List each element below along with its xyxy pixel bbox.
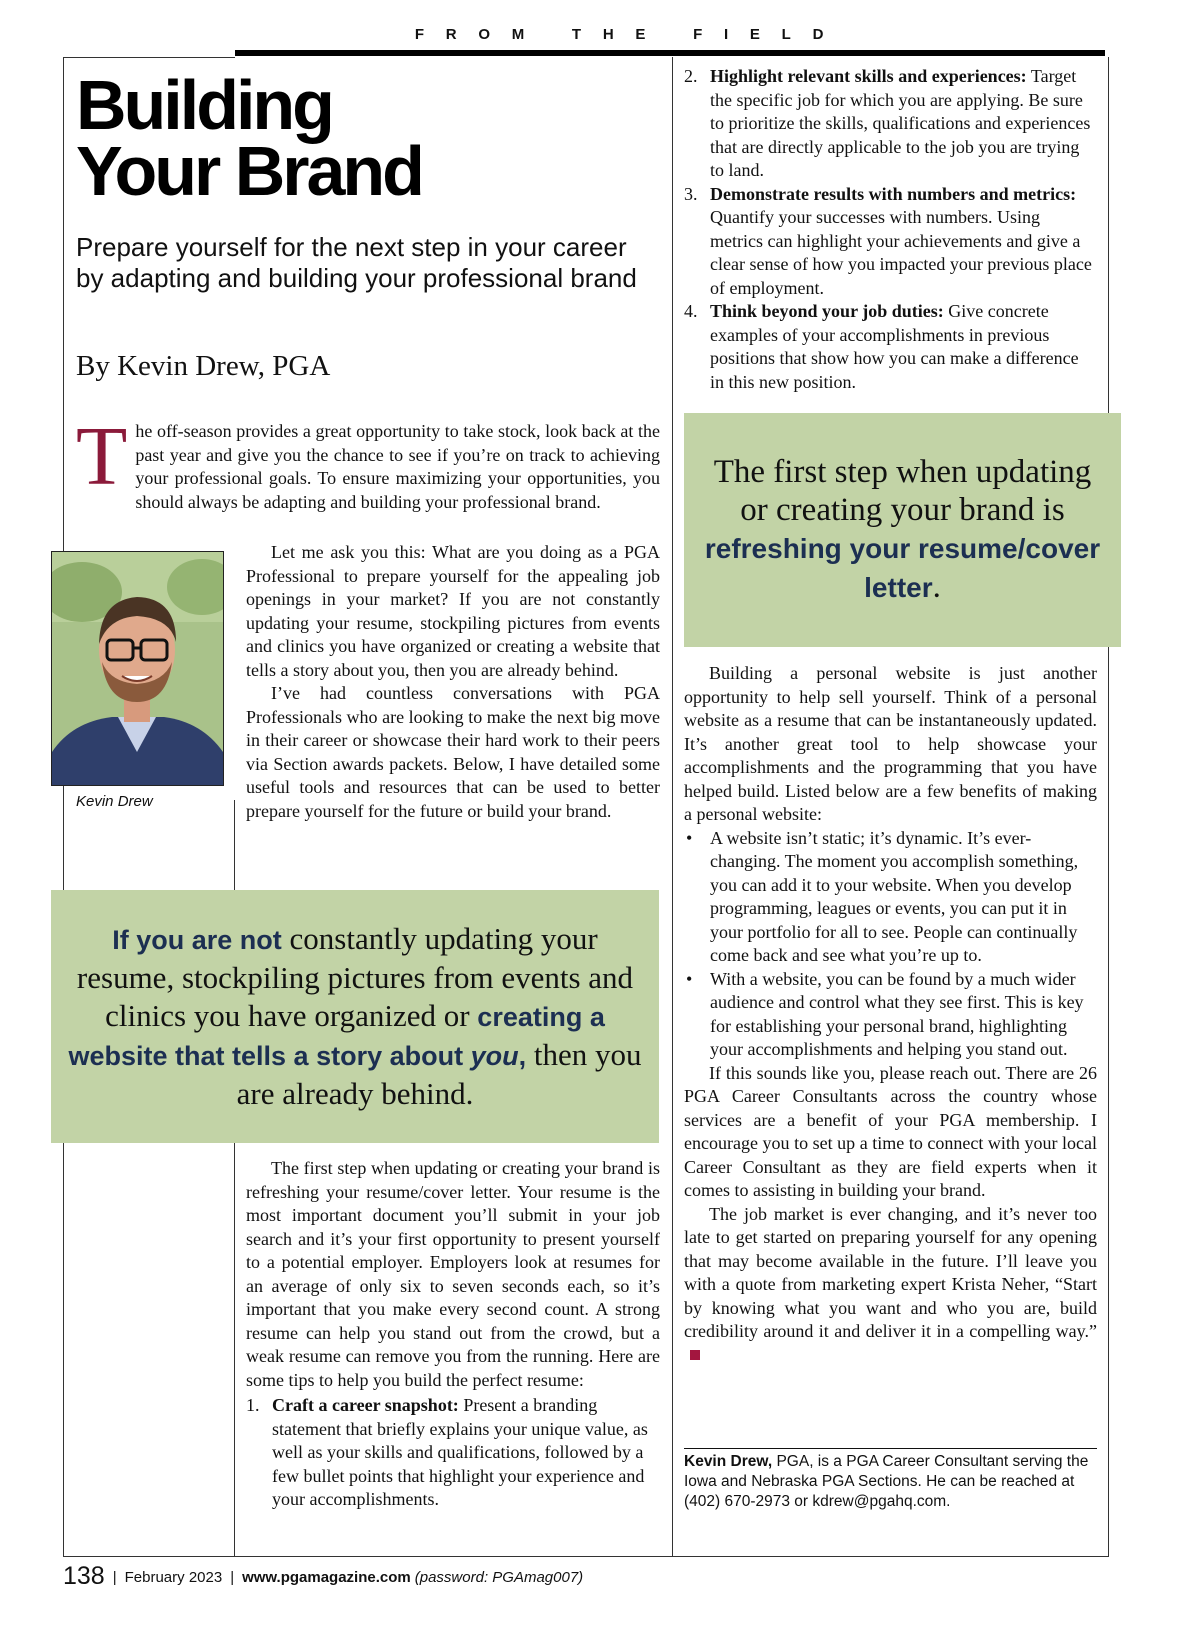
column-b	[246, 1157, 660, 1512]
tip-item: 1. Craft a career snapshot: Present a branding statement that briefly explains your unique value, as well as your skills and qualifications, followed by a few bullet points that highlight your experience and your accomplishments.	[246, 1395, 648, 1509]
column-right	[684, 662, 1097, 1367]
benefit-item: • With a website, you can be found by a much wider audience and control what they see first. This is key for establishing your personal brand, highlighting your accomplishments and helping you stand out.	[686, 968, 1084, 1059]
benefits-list	[684, 827, 1097, 1062]
column-divider-center	[672, 57, 673, 1557]
pullquote-1-bold-1: If you are not	[112, 925, 282, 955]
author-photo	[51, 551, 224, 786]
frame-right-line	[1108, 57, 1109, 1557]
bullet-icon: •	[686, 968, 693, 989]
page-number: 138	[63, 1562, 105, 1590]
bio-rule	[684, 1448, 1097, 1449]
issue-date: February 2023	[124, 1569, 223, 1586]
tip-item: 3. Demonstrate results with numbers and metrics: Quantify your successes with numbers. Using metrics can highlight your achievements and give a clear sense of how you impacted your previous place of employment.	[684, 183, 1092, 298]
pullquote-1-text-1: constantly updating your resume, stockpiling pictures from events and clinics you have organized or	[76, 921, 634, 1033]
benefit-item: • A website isn’t static; it’s dynamic. It’s ever-changing. The moment you accomplish something, you can add it to your website. When you develop programming, leagues or events, you can put it in your portfolio for all to see. People can continually come back and see what you’re up to.	[686, 827, 1079, 965]
tips-list-part-1	[246, 1394, 660, 1512]
page-footer: 138 | February 2023 | www.pgamagazine.com (password: PGAmag007)	[63, 1562, 584, 1590]
pullquote-1	[51, 890, 659, 1143]
pullquote-2	[684, 413, 1121, 647]
frame-bottom-line	[63, 1556, 1109, 1557]
photo-caption: Kevin Drew	[76, 793, 153, 810]
pullquote-1-text-2: then you are already behind.	[236, 1037, 642, 1111]
pullquote-1-bold-end: ,	[518, 1041, 527, 1071]
tip-item: 4. Think beyond your job duties: Give concrete examples of your accomplishments in previous positions that show how you can make a difference in this new position.	[684, 301, 1079, 392]
paragraph-6: If this sounds like you, please reach out. There are 26 PGA Career Consultants across the country whose services are a benefit of your PGA membership. I encourage you to set up a time to connect with your local Career Consultant as they are field experts when it comes to assisting in building your brand.	[684, 1062, 1097, 1200]
header-rule	[235, 50, 1105, 56]
dropcap: T	[76, 410, 128, 503]
paragraph-7: The job market is ever changing, and it’s never too late to get started on preparing yourself for any opening that may become available in the future. I’ll leave you with a quote from marketing expert Krista Neher, “Start by knowing what you want and who you are, build credibility around it and deliver it in a compelling way.”	[684, 1203, 1097, 1368]
column-a	[246, 541, 660, 823]
website-password: (password: PGAmag007)	[414, 1569, 584, 1586]
column-right-top	[684, 65, 1092, 394]
author-bio: Kevin Drew, PGA, is a PGA Career Consultant serving the Iowa and Nebraska PGA Sections. He can be reached at (402) 670-2973 or kdrew@pgahq.com.	[684, 1453, 1089, 1510]
paragraph-4: The first step when updating or creating your brand is refreshing your resume/cover letter. Your resume is the most important document you’ll submit in your job search and it’s your first opportunity to present yourself to a potential employer. Employers look at resumes for an average of only six to seven seconds each, so it’s important that you make every second count. A strong resume can help you stand out from the crowd, but a weak resume can remove you from the running. Here are some tips to help you build the perfect resume:	[246, 1158, 660, 1390]
section-header: FROM THE FIELD	[414, 26, 846, 43]
paragraph-2: Let me ask you this: What are you doing as a PGA Professional to prepare yourself for the appealing job openings in your market? If you are not constantly updating your resume, stockpiling pictures from events and clinics you have organized or creating a website that tells a story about you, then you are already behind.	[246, 542, 660, 680]
pullquote-2-text-2: .	[932, 569, 941, 605]
paragraph-5: Building a personal website is just another opportunity to help sell yourself. Think of a personal website as a resume that can be instantaneously updated. It’s another great tool to help showcase your accomplishments and the programming that you have helped build. Listed below are a few benefits of making a personal website:	[684, 663, 1097, 824]
author-portrait-illustration	[52, 552, 223, 785]
end-mark-icon	[690, 1350, 700, 1360]
tips-list-part-2	[684, 65, 1092, 394]
pullquote-1-bold-2: creating a website that tells a story about	[68, 1002, 605, 1071]
intro-paragraph: The off-season provides a great opportunity to take stock, look back at the past year and give you the chance to see if you’re on track to achieving your professional goals. To ensure maximizing your opportunities, you should always be adapting and building your professional brand.	[76, 410, 660, 512]
pullquote-2-text-1: The first step when updating or creating your brand is	[713, 454, 1092, 528]
frame-top-left-line	[63, 57, 235, 58]
pullquote-1-bold-italic: you	[470, 1041, 519, 1071]
article-title: Building Your Brand	[76, 66, 422, 210]
frame-left-line	[63, 57, 64, 1557]
website-link[interactable]: www.pgamagazine.com	[242, 1569, 411, 1586]
byline: By Kevin Drew, PGA	[76, 350, 331, 382]
paragraph-3: I’ve had countless conversations with PGA Professionals who are looking to make the next big move in their career or showcase their hard work to their peers via Section awards packets. Below, I have detailed some useful tools and resources that can be used to better prepare yourself for the future or build your brand.	[246, 683, 660, 821]
tip-item: 2. Highlight relevant skills and experiences: Target the specific job for which you are applying. Be sure to prioritize the skills, qualifications and experiences that are directly applicable to the job you are trying to land.	[684, 66, 1091, 180]
bullet-icon: •	[686, 827, 693, 848]
article-subtitle: Prepare yourself for the next step in your career by adapting and building your professional brand	[76, 232, 637, 293]
pullquote-2-bold: refreshing your resume/cover letter	[704, 533, 1101, 603]
